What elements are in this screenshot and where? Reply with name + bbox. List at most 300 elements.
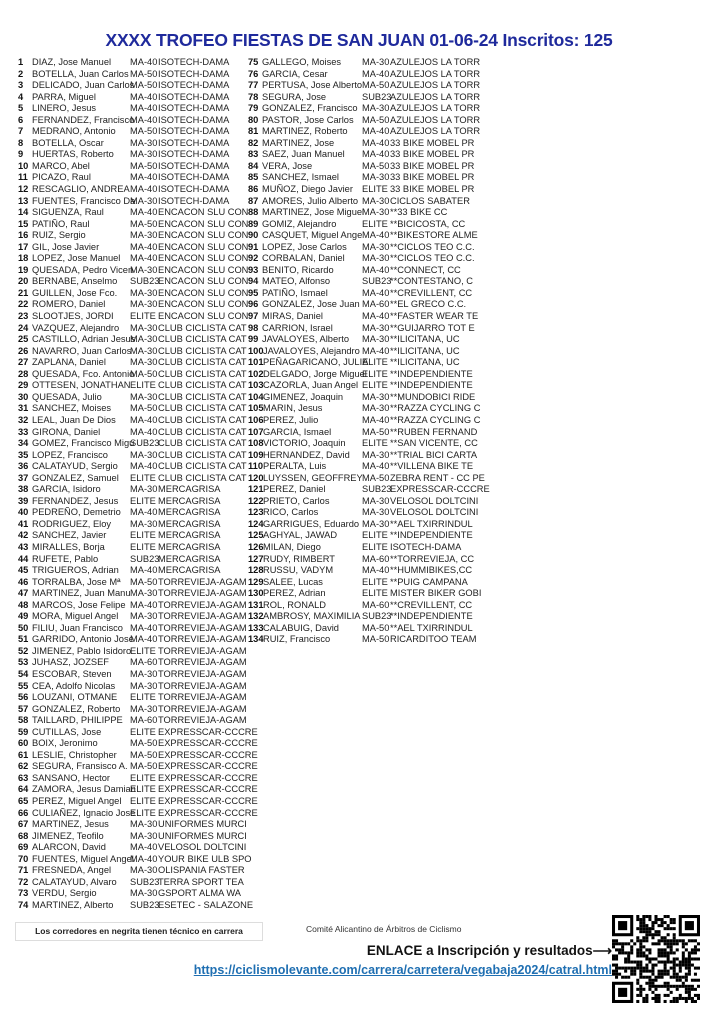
rider-name: FERNANDEZ, Jesus [32, 495, 119, 506]
rider-team: MERCAGRISA [158, 541, 221, 552]
rider-team: **HUMMIBIKES,CC [390, 565, 473, 576]
rider-name: MATEO, Alfonso [262, 276, 331, 287]
rider-name: PATIÑO, Raul [32, 218, 90, 229]
rider-num: 85 [248, 172, 259, 183]
rider-num: 90 [248, 230, 259, 241]
rider-cat: MA-40 [362, 126, 390, 137]
rider-num: 75 [248, 57, 259, 67]
rider-num: 109 [248, 449, 264, 460]
rider-num: 120 [248, 472, 264, 483]
rider-num: 70 [18, 853, 29, 864]
rider-team: ISOTECH-DAMA [158, 172, 230, 183]
rider-name: RUFETE, Pablo [32, 553, 99, 564]
rider-num: 81 [248, 126, 259, 137]
rider-num: 36 [18, 461, 29, 472]
rider-cat: SUB23 [362, 276, 392, 287]
rider-num: 86 [248, 184, 259, 195]
rider-team: UNIFORMES MURCI [158, 830, 247, 841]
rider-team: CLUB CICLISTA CAT [158, 380, 247, 391]
rider-name: OTTESEN, JONATHAN [32, 380, 131, 391]
rider-team: **RUBEN FERNAND [390, 426, 478, 437]
rider-cat: MA-40 [362, 311, 390, 322]
rider-team: **GUIJARRO TOT E [390, 322, 475, 333]
rider-num: 27 [18, 357, 29, 368]
rider-name: SANCHEZ, Javier [32, 530, 107, 541]
rider-cat: MA-50 [130, 761, 158, 772]
rider-cat: SUB23 [130, 438, 160, 449]
rider-cat: ELITE [130, 472, 156, 483]
rider-cat: ELITE [362, 218, 388, 229]
rider-num: 84 [248, 160, 259, 171]
rider-team: EXPRESSCAR-CCCRE [158, 749, 258, 760]
rider-name: SANCHEZ, Moises [32, 403, 112, 414]
rider-name: FILIU, Juan Francisco [32, 622, 123, 633]
results-link[interactable]: https://ciclismolevante.com/carrera/carretera/vegabaja2024/catral.html [193, 963, 612, 977]
rider-name: FUENTES, Miguel Angel [32, 853, 134, 864]
rider-team: EXPRESSCAR-CCCRE [158, 796, 258, 806]
rider-num: 94 [248, 276, 259, 287]
rider-team: TORREVIEJA-AGAM [158, 680, 247, 691]
rider-team: ISOTECH-DAMA [158, 149, 230, 160]
rider-num: 54 [18, 668, 29, 679]
rider-team: **CREVILLENT, CC [390, 287, 473, 298]
rider-name: SEGURA, Fransisco A. [32, 761, 128, 772]
rider-cat: MA-30 [362, 495, 390, 506]
rider-team: MERCAGRISA [158, 530, 221, 541]
rider-team: **33 BIKE CC [390, 207, 448, 218]
rider-name: RUSSU, VADYM [263, 565, 334, 576]
rider-name: LEAL, Juan De Dios [32, 414, 116, 425]
rider-name: JIMENEZ, Pablo Isidoro [32, 645, 132, 656]
rider-name: FERNANDEZ, Francisco [32, 114, 135, 125]
rider-num: 93 [248, 264, 259, 275]
rider-team: **TORREVIEJA, CC [390, 553, 475, 564]
rider-cat: ELITE [130, 692, 156, 703]
rider-cat: MA-30 [130, 334, 158, 345]
rider-team: TORREVIEJA-AGAM [158, 657, 247, 668]
rider-team: CLUB CICLISTA CAT [158, 438, 247, 449]
rider-cat: MA-30 [362, 507, 390, 518]
rider-team: ENCACON SLU CON [158, 230, 249, 241]
rider-num: 107 [248, 426, 264, 437]
rider-cat: MA-30 [130, 137, 158, 148]
rider-num: 74 [18, 899, 29, 910]
rider-team: **SAN VICENTE, CC [390, 438, 478, 449]
rider-num: 28 [18, 368, 29, 379]
rider-cat: ELITE [130, 807, 156, 818]
rider-team: **MUNDOBICI RIDE [390, 391, 476, 402]
rider-cat: MA-40 [130, 172, 158, 183]
rider-team: 33 BIKE MOBEL PR [390, 172, 475, 183]
rider-name: SAEZ, Juan Manuel [262, 149, 345, 160]
rider-cat: MA-40 [362, 68, 390, 79]
rider-team: **AEL TXIRRINDUL [390, 518, 473, 529]
rider-num: 108 [248, 438, 264, 449]
rider-num: 124 [248, 518, 264, 529]
link-caption: ENLACE a Inscripción y resultados⟶ [366, 943, 612, 958]
rider-num: 60 [18, 738, 29, 749]
rider-name: GONZALEZ, Samuel [32, 472, 119, 483]
rider-cat: MA-30 [362, 322, 390, 333]
rider-num: 34 [18, 438, 29, 449]
rider-num: 20 [18, 276, 29, 287]
rider-name: CALATAYUD, Sergio [32, 461, 118, 472]
rider-num: 9 [18, 149, 24, 160]
rider-cat: MA-40 [362, 414, 390, 425]
rider-num: 127 [248, 553, 264, 564]
rider-num: 126 [248, 541, 264, 552]
rider-name: AMBROSY, MAXIMILIA [263, 611, 361, 622]
rider-cat: MA-30 [362, 103, 390, 114]
rider-name: MARTINEZ, Roberto [262, 126, 348, 137]
rider-cat: MA-30 [130, 518, 158, 529]
rider-num: 61 [18, 749, 29, 760]
rider-name: GARRIDO, Antonio Jose [32, 634, 134, 645]
rider-num: 51 [18, 634, 29, 645]
rider-team: EXPRESSCAR-CCCRE [158, 784, 258, 795]
rider-name: AGHYAL, JAWAD [263, 530, 338, 541]
rider-team: 33 BIKE MOBEL PR [390, 137, 475, 148]
rider-cat: ELITE [362, 380, 388, 391]
rider-cat: MA-60 [362, 553, 390, 564]
rider-team: 33 BIKE MOBEL PR [390, 149, 475, 160]
rider-team: TORREVIEJA-AGAM [158, 576, 247, 587]
rider-team: ESETEC - SALAZONE [158, 899, 254, 910]
rider-name: RESCAGLIO, ANDREA [32, 184, 130, 195]
rider-name: MARCO, Abel [32, 160, 90, 171]
rider-name: ESCOBAR, Steven [32, 668, 112, 679]
rider-name: PERTUSA, Jose Alberto [262, 80, 363, 91]
rider-team: ISOTECH-DAMA [158, 91, 230, 102]
rider-name: JAVALOYES, Alberto [262, 334, 349, 345]
rider-cat: MA-50 [362, 426, 390, 437]
rider-name: CARRION, Israel [262, 322, 333, 333]
rider-team: **INDEPENDIENTE [390, 368, 473, 379]
rider-cat: MA-30 [362, 207, 390, 218]
rider-team: ENCACON SLU CON [158, 299, 249, 310]
rider-num: 131 [248, 599, 264, 610]
rider-num: 5 [18, 103, 24, 114]
rider-team: **INDEPENDIENTE [390, 380, 473, 391]
rider-team: MERCAGRISA [158, 484, 221, 495]
rider-num: 48 [18, 599, 29, 610]
rider-team: MERCAGRISA [158, 507, 221, 518]
rider-num: 125 [248, 530, 264, 541]
rider-num: 52 [18, 645, 29, 656]
rider-name: LOPEZ, Jose Manuel [32, 253, 121, 264]
rider-num: 26 [18, 345, 29, 356]
rider-num: 58 [18, 715, 29, 726]
rider-cat: MA-40 [362, 230, 390, 241]
rider-num: 87 [248, 195, 259, 206]
rider-cat: ELITE [362, 576, 388, 587]
rider-cat: MA-30 [362, 241, 390, 252]
rider-name: VERDU, Sergio [32, 888, 97, 899]
rider-cat: MA-40 [130, 184, 158, 195]
rider-team: ENCACON SLU CON [158, 241, 249, 252]
rider-cat: MA-30 [362, 334, 390, 345]
rider-name: ALARCON, David [32, 842, 106, 853]
rider-num: 41 [18, 518, 29, 529]
rider-team: **ILICITANA, UC [390, 357, 460, 368]
rider-team: ENCACON SLU CON [158, 287, 249, 298]
rider-team: AZULEJOS LA TORR [390, 91, 481, 102]
rider-name: LINERO, Jesus [32, 103, 97, 114]
rider-team: VELOSOL DOLTCINI [390, 495, 479, 506]
rider-num: 96 [248, 299, 259, 310]
rider-cat: MA-30 [130, 611, 158, 622]
rider-cat: MA-40 [130, 414, 158, 425]
rider-num: 76 [248, 68, 259, 79]
rider-num: 77 [248, 80, 259, 91]
rider-name: LOPEZ, Jose Carlos [262, 241, 347, 252]
rider-num: 73 [18, 888, 29, 899]
rider-cat: SUB23 [362, 91, 392, 102]
rider-team: AZULEJOS LA TORR [390, 103, 481, 114]
rider-num: 98 [248, 322, 259, 333]
rider-name: PARRA, Miguel [32, 91, 96, 102]
rider-team: ISOTECH-DAMA [158, 103, 230, 114]
rider-cat: MA-40 [130, 253, 158, 264]
rider-name: MARTINEZ, Jose Miguel [262, 207, 365, 218]
rider-cat: MA-60 [362, 599, 390, 610]
rider-num: 18 [18, 253, 29, 264]
rider-team: EXPRESSCAR-CCCRE [158, 772, 258, 783]
rider-cat: ELITE [130, 784, 156, 795]
rider-team: MERCAGRISA [158, 495, 221, 506]
rider-cat: MA-40 [130, 842, 158, 853]
rider-team: **TRIAL BICI CARTA [390, 449, 478, 460]
rider-team: TORREVIEJA-AGAM [158, 611, 247, 622]
rider-name: DELICADO, Juan Carlos [32, 80, 135, 91]
rider-num: 1 [18, 57, 24, 67]
rider-num: 101 [248, 357, 264, 368]
rider-cat: MA-30 [130, 680, 158, 691]
rider-team: EXPRESSCAR-CCCRE [158, 726, 258, 737]
rider-num: 66 [18, 807, 29, 818]
rider-num: 44 [18, 553, 29, 564]
rider-team: ISOTECH-DAMA [158, 184, 230, 195]
rider-cat: MA-30 [130, 322, 158, 333]
rider-name: JAVALOYES, Alejandro [263, 345, 360, 356]
rider-num: 72 [18, 876, 29, 887]
rider-num: 69 [18, 842, 29, 853]
rider-team: **CONTESTANO, C [390, 276, 473, 287]
rider-num: 22 [18, 299, 29, 310]
rider-team: **EL GRECO C.C. [390, 299, 467, 310]
rider-name: SANSANO, Hector [32, 772, 111, 783]
rider-cat: MA-40 [130, 634, 158, 645]
rider-cat: ELITE [130, 726, 156, 737]
rider-team: **BIKESTORE ALME [390, 230, 478, 241]
rider-team: ENCACON SLU CON [158, 253, 249, 264]
rider-cat: MA-40 [362, 287, 390, 298]
rider-name: QUESADA, Julio [32, 391, 102, 402]
rider-name: ROL, RONALD [263, 599, 327, 610]
rider-num: 133 [248, 622, 264, 633]
rider-cat: ELITE [362, 184, 388, 195]
rider-name: RUIZ, Francisco [263, 634, 331, 645]
rider-cat: MA-50 [130, 738, 158, 749]
rider-num: 59 [18, 726, 29, 737]
rider-name: RICO, Carlos [263, 507, 319, 518]
rider-num: 88 [248, 207, 259, 218]
rider-num: 89 [248, 218, 259, 229]
rider-team: CLUB CICLISTA CAT [158, 357, 247, 368]
rider-cat: MA-50 [130, 368, 158, 379]
rider-team: ENCACON SLU CON [158, 311, 249, 322]
rider-num: 23 [18, 311, 29, 322]
rider-name: ROMERO, Daniel [32, 299, 106, 310]
rider-cat: MA-60 [130, 657, 158, 668]
rider-name: LOUZANI, OTMANE [32, 692, 118, 703]
rider-name: JUHASZ, JOZSEF [32, 657, 109, 668]
rider-name: BERNABE, Anselmo [32, 276, 118, 287]
rider-name: NAVARRO, Juan Carlos [32, 345, 132, 356]
rider-num: 29 [18, 380, 29, 391]
rider-num: 15 [18, 218, 29, 229]
rider-num: 100 [248, 345, 264, 356]
rider-team: UNIFORMES MURCI [158, 819, 247, 830]
rider-name: GOMIZ, Alejandro [262, 218, 337, 229]
rider-num: 35 [18, 449, 29, 460]
rider-num: 99 [248, 334, 259, 345]
rider-num: 91 [248, 241, 259, 252]
rider-name: CAZORLA, Juan Angel [263, 380, 359, 391]
rider-num: 33 [18, 426, 29, 437]
rider-team: CLUB CICLISTA CAT [158, 368, 247, 379]
rider-team: TORREVIEJA-AGAM [158, 692, 247, 703]
rider-team: 33 BIKE MOBEL PR [390, 184, 475, 195]
rider-cat: MA-30 [130, 888, 158, 899]
rider-team: ISOTECH-DAMA [390, 541, 462, 552]
rider-cat: MA-30 [130, 703, 158, 714]
rider-num: 134 [248, 634, 264, 645]
rider-team: **AEL TXIRRINDUL [390, 622, 473, 633]
rider-cat: MA-30 [362, 57, 390, 67]
rider-team: **RAZZA CYCLING C [390, 403, 481, 414]
rider-num: 62 [18, 761, 29, 772]
rider-team: MERCAGRISA [158, 518, 221, 529]
rider-team: AZULEJOS LA TORR [390, 68, 481, 79]
rider-team: CLUB CICLISTA CAT [158, 391, 247, 402]
rider-team: ENCACON SLU CON [158, 207, 249, 218]
rider-cat: MA-40 [362, 264, 390, 275]
rider-name: GARCIA, Ismael [263, 426, 332, 437]
rider-team: MERCAGRISA [158, 553, 221, 564]
rider-team: VELOSOL DOLTCINI [390, 507, 479, 518]
rider-cat: MA-50 [362, 622, 390, 633]
rider-name: PASTOR, Jose Carlos [262, 114, 354, 125]
rider-num: 32 [18, 414, 29, 425]
rider-team: TORREVIEJA-AGAM [158, 634, 247, 645]
rider-cat: SUB23 [362, 611, 392, 622]
rider-name: GONZALEZ, Jose Juan [262, 299, 360, 310]
rider-team: CLUB CICLISTA CAT [158, 345, 247, 356]
rider-name: GIL, Jose Javier [32, 241, 100, 252]
rider-team: **CONNECT, CC [390, 264, 461, 275]
rider-name: QUESADA, Fco. Antonio [32, 368, 135, 379]
rider-cat: MA-50 [130, 80, 158, 91]
rider-num: 121 [248, 484, 264, 495]
rider-num: 42 [18, 530, 29, 541]
rider-cat: SUB23 [130, 553, 160, 564]
rider-name: TAILLARD, PHILIPPE [32, 715, 123, 726]
rider-team: ISOTECH-DAMA [158, 80, 230, 91]
rider-num: 68 [18, 830, 29, 841]
rider-team: ENCACON SLU CON [158, 218, 249, 229]
page-title: XXXX TROFEO FIESTAS DE SAN JUAN 01-06-24 Inscritos: 125 [105, 30, 613, 50]
rider-team: TORREVIEJA-AGAM [158, 715, 247, 726]
rider-num: 2 [18, 68, 24, 79]
rider-cat: MA-50 [362, 80, 390, 91]
rider-name: BOIX, Jeronimo [32, 738, 98, 749]
rider-team: CLUB CICLISTA CAT [158, 461, 247, 472]
rider-team: YOUR BIKE ULB SPO [158, 853, 252, 864]
rider-num: 37 [18, 472, 29, 483]
rider-name: LESLIE, Christopher [32, 749, 117, 760]
rider-cat: MA-30 [362, 518, 390, 529]
rider-team: **CICLOS TEO C.C. [390, 241, 475, 252]
rider-num: 12 [18, 184, 29, 195]
rider-cat: ELITE [362, 438, 388, 449]
rider-num: 65 [18, 796, 29, 806]
rider-team: **PUIG CAMPANA [390, 576, 468, 587]
rider-name: SALEE, Lucas [263, 576, 323, 587]
rider-cat: MA-40 [362, 137, 390, 148]
rider-cat: MA-50 [130, 403, 158, 414]
rider-name: PEREZ, Julio [263, 414, 319, 425]
rider-num: 49 [18, 611, 29, 622]
rider-cat: ELITE [362, 541, 388, 552]
rider-cat: MA-30 [130, 819, 158, 830]
rider-cat: MA-30 [130, 588, 158, 599]
rider-num: 10 [18, 160, 29, 171]
rider-cat: ELITE [362, 530, 388, 541]
rider-name: ZAMORA, Jesus Damian [32, 784, 136, 795]
rider-cat: MA-30 [130, 149, 158, 160]
rider-num: 129 [248, 576, 264, 587]
rider-num: 39 [18, 495, 29, 506]
rider-cat: MA-30 [362, 172, 390, 183]
rider-team: CLUB CICLISTA CAT [158, 322, 247, 333]
rider-num: 14 [18, 207, 29, 218]
rider-team: TORREVIEJA-AGAM [158, 588, 247, 599]
rider-num: 56 [18, 692, 29, 703]
rider-num: 3 [18, 80, 24, 91]
rider-name: GOMEZ, Francisco Migu [32, 438, 135, 449]
rider-cat: MA-50 [130, 160, 158, 171]
rider-team: CLUB CICLISTA CAT [158, 414, 247, 425]
rider-num: 38 [18, 484, 29, 495]
rider-team: ISOTECH-DAMA [158, 126, 230, 137]
rider-name: CASQUET, Miguel Ange [262, 230, 363, 241]
rider-name: CALABUIG, David [263, 622, 339, 633]
rider-team: TORREVIEJA-AGAM [158, 703, 247, 714]
rider-name: VAZQUEZ, Alejandro [32, 322, 120, 333]
rider-name: HERNANDEZ, David [263, 449, 350, 460]
rider-num: 8 [18, 137, 24, 148]
rider-team: ISOTECH-DAMA [158, 137, 230, 148]
rider-name: GIMENEZ, Joaquin [263, 391, 344, 402]
rider-num: 82 [248, 137, 259, 148]
rider-team: ISOTECH-DAMA [158, 160, 230, 171]
rider-cat: SUB23 [362, 484, 392, 495]
rider-name: ZAPLANA, Daniel [32, 357, 106, 368]
rider-name: SLOOTJES, JORDI [32, 311, 114, 322]
rider-cat: MA-30 [362, 195, 390, 206]
rider-team: TORREVIEJA-AGAM [158, 668, 247, 679]
